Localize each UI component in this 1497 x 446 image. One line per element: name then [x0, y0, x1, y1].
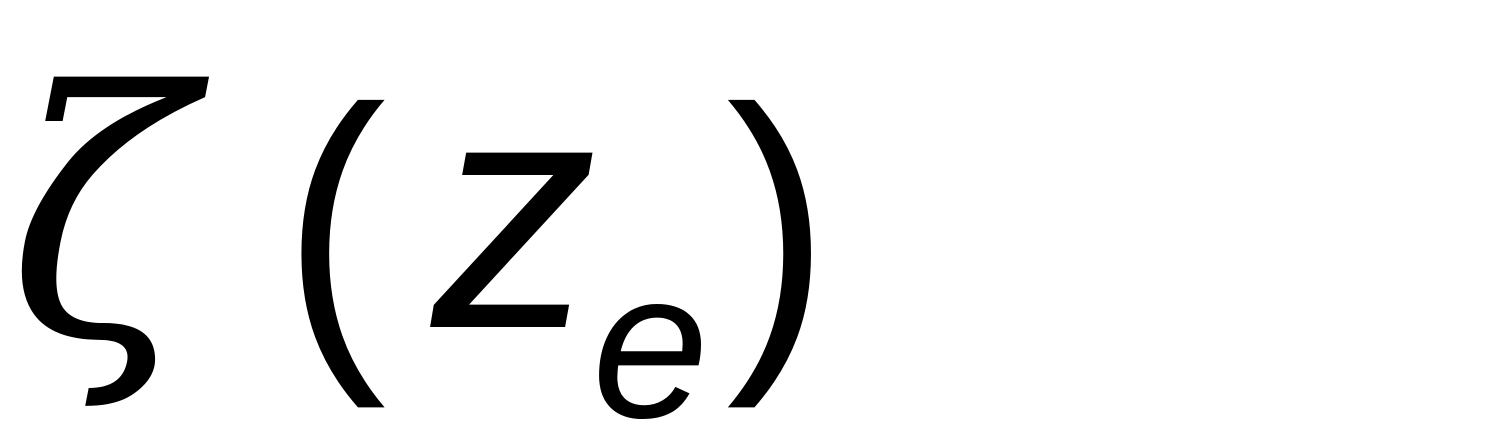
- subscript-e: e: [592, 227, 709, 446]
- open-parenthesis: (: [282, 40, 387, 409]
- close-parenthesis: ): [726, 40, 831, 409]
- zeta-symbol: ζ: [8, 20, 193, 416]
- variable-z: z: [432, 28, 597, 397]
